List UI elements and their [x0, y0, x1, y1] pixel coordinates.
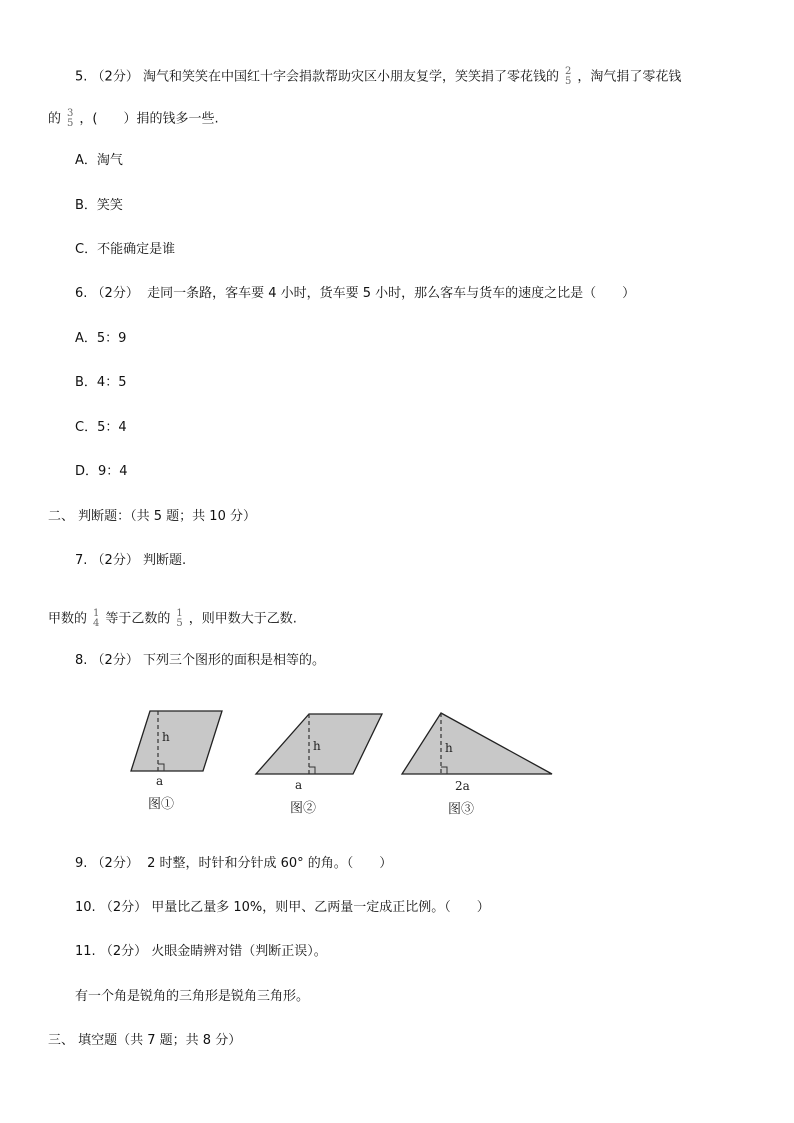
section-heading: 三、 填空题（共 7 题；共 8 分）: [48, 1033, 242, 1048]
option-c: C．5：4: [75, 420, 127, 435]
question-text: 下列三个图形的面积是相等的。: [142, 653, 325, 668]
option-b: B．4：5: [75, 375, 127, 390]
question-number: 6.: [75, 286, 88, 301]
question-text: 甲量比乙量多 10%，则甲、乙两量一定成正比例。（ ）: [151, 900, 490, 915]
option-d: D．9：4: [75, 464, 128, 479]
question-number: 10.: [75, 900, 96, 915]
question-text: ，淘气捐了零花钱: [577, 69, 682, 85]
option-c: C．不能确定是谁: [75, 242, 176, 257]
figure-caption: 图②: [290, 801, 317, 816]
height-label: h: [162, 730, 170, 744]
question-text: ，则甲数大于乙数.: [188, 611, 297, 627]
question-score: （2分）: [91, 653, 139, 668]
question-11: [75, 944, 327, 960]
fraction: 1 4: [93, 608, 100, 629]
question-score: （2分）: [91, 286, 139, 301]
question-11-statement: 有一个角是锐角的三角形是锐角三角形。: [75, 989, 310, 1004]
fraction: 3 5: [67, 108, 74, 129]
question-9: [75, 856, 392, 872]
figure-caption: 图①: [148, 797, 175, 812]
fraction: 1 5: [176, 608, 183, 629]
question-number: 8.: [75, 653, 88, 668]
question-text: 的: [48, 111, 62, 127]
base-label: a: [295, 778, 303, 792]
question-text: 走同一条路，客车要 4 小时，货车要 5 小时，那么客车与货车的速度之比是（ ）: [147, 286, 636, 301]
option-a: A．淘气: [75, 153, 123, 168]
figure-caption: 图③: [448, 802, 475, 817]
height-label: h: [445, 741, 453, 755]
height-label: h: [313, 739, 321, 753]
question-number: 11.: [75, 944, 96, 959]
fraction: 2 5: [564, 66, 572, 87]
question-text: 判断题.: [142, 553, 187, 568]
question-number: 9.: [75, 856, 88, 871]
question-text: 甲数的: [48, 611, 88, 627]
base-label: a: [156, 774, 164, 788]
option-b: B．笑笑: [75, 198, 123, 213]
question-10: [75, 900, 490, 916]
triangle-3: [402, 713, 552, 774]
option-a: A．5：9: [75, 331, 127, 346]
question-number: 5.: [75, 69, 88, 85]
question-score: （2分）: [99, 944, 148, 959]
question-text: 等于乙数的: [105, 611, 171, 627]
question-score: （2分）: [91, 553, 139, 568]
question-score: （2分）: [91, 856, 139, 871]
question-score: （2分）: [91, 69, 139, 85]
question-text: 2 时整，时针和分针成 60° 的角。（ ）: [147, 856, 393, 871]
question-text: ，( ）捐的钱多一些.: [79, 111, 219, 127]
section-heading: 二、 判断题：（共 5 题；共 10 分）: [48, 509, 256, 524]
question-text: 火眼金睛辨对错（判断正误）。: [151, 944, 327, 959]
question-text: 淘气和笑笑在中国红十字会捐款帮助灾区小朋友复学，笑笑捐了零花钱的: [142, 69, 559, 85]
question-score: （2分）: [99, 900, 148, 915]
base-label: 2a: [455, 779, 470, 793]
question-number: 7.: [75, 553, 88, 568]
parallelogram-1: [131, 711, 222, 771]
